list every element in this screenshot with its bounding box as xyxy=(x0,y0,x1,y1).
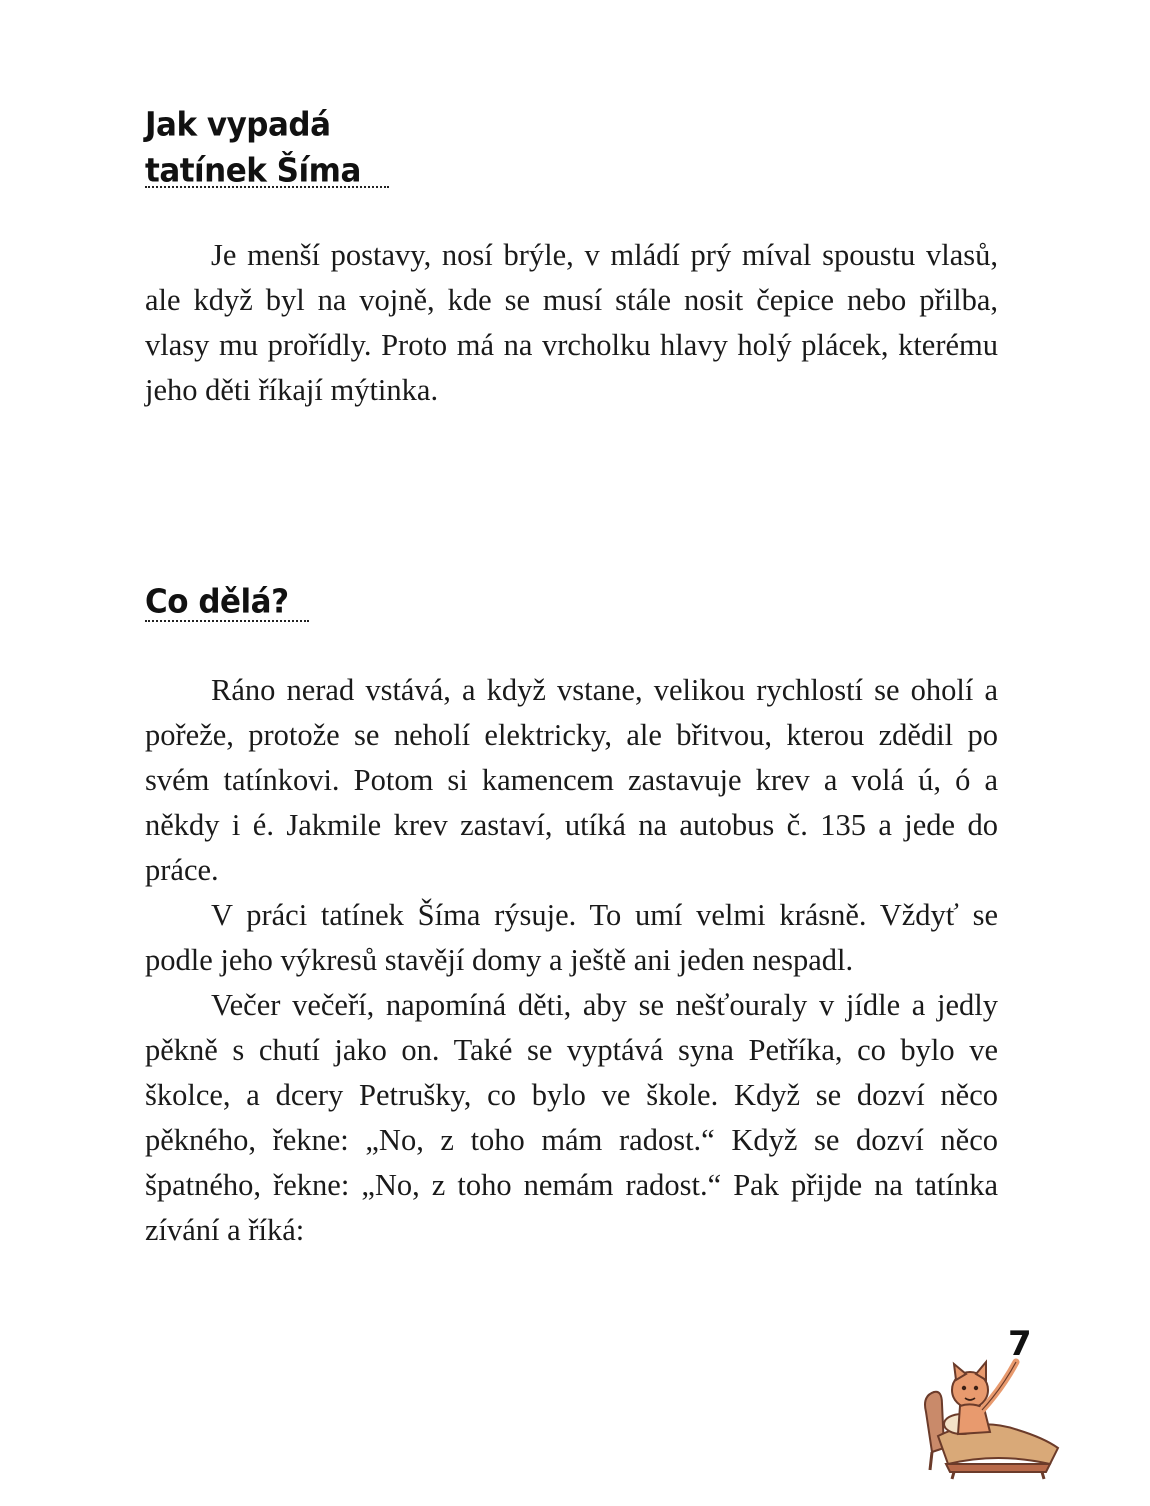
section-heading-appearance xyxy=(145,102,361,194)
heading-line-2: tatínek Šíma xyxy=(145,152,361,190)
paragraph: V práci tatínek Šíma rýsuje. To umí velmi krásně. Vždyť se podle jeho výkresů stavějí domy a ještě ani jeden nespadl. xyxy=(145,898,998,977)
paragraph: Ráno nerad vstává, a když vstane, velikou rychlostí se oholí a pořeže, protože se neholí elektricky, ale břitvou, kterou zdědil po svém tatínkovi. Potom si kamencem zastavuje krev a volá ú, ó a někdy i é. Jakmile krev zastaví, utíká na autobus č. 135 a jede do práce. xyxy=(145,673,998,887)
cat-in-bed-icon xyxy=(918,1352,1068,1480)
section-heading-activities: Co dělá? xyxy=(145,583,289,621)
paragraph: Je menší postavy, nosí brýle, v mládí prý míval spoustu vlasů, ale když byl na vojně, kde se musí stále nosit čepice nebo přilba, vlasy mu prořídly. Proto má na vrcholku hlavy holý plácek, kterému jeho děti říkají mýtinka. xyxy=(145,238,998,407)
heading-underline xyxy=(145,620,309,622)
page-number: 7 xyxy=(1008,1324,1032,1364)
heading-underline xyxy=(145,186,389,188)
section-appearance-text xyxy=(145,233,998,413)
heading-line-1: Jak vypadá xyxy=(145,106,331,144)
section-activities-text xyxy=(145,668,998,1253)
paragraph: Večer večeří, napomíná děti, aby se nešťouraly v jídle a jedly pěkně s chutí jako on. Také se vyptává syna Petříka, co bylo ve školce, a dcery Petrušky, co bylo ve škole. Když se dozví něco pěkného, řekne: „No, z toho mám radost.“ Když se dozví něco špatného, řekne: „No, z toho nemám radost.“ Pak přijde na tatínka zívání a říká: xyxy=(145,988,998,1247)
